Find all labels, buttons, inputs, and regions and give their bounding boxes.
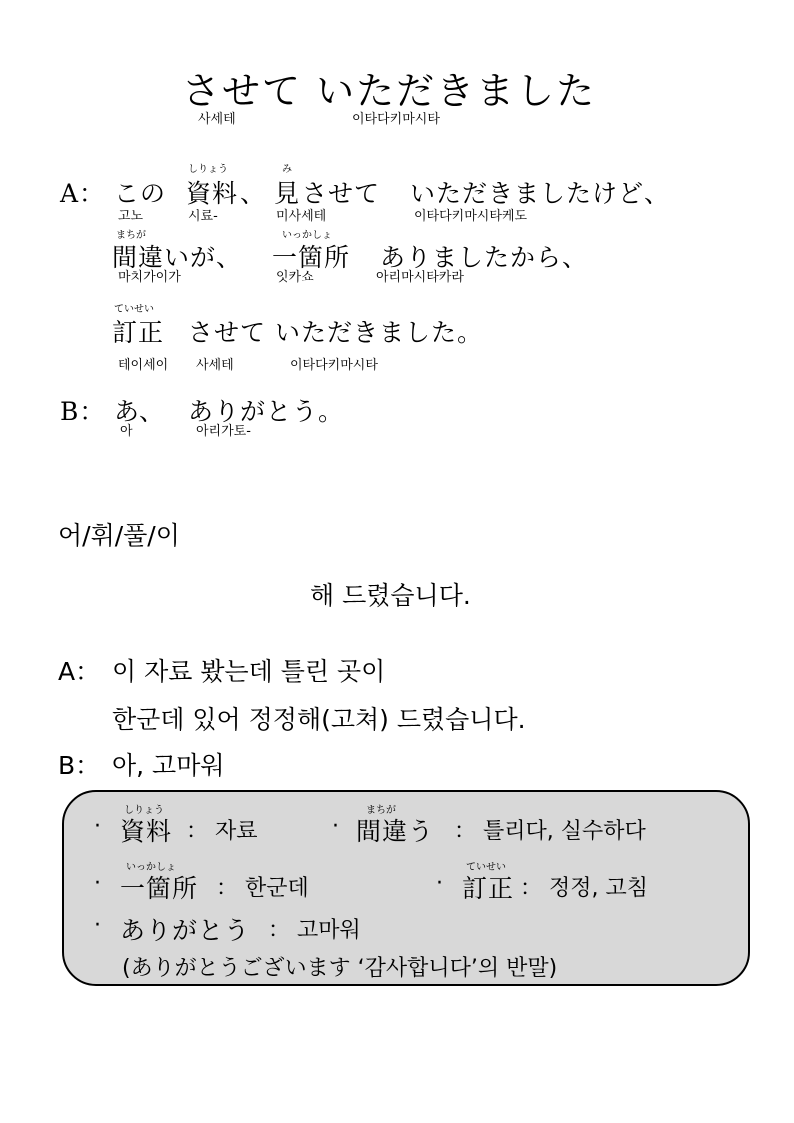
line1-rest: いただきましたけど、 (410, 179, 671, 208)
line2-reading-1: 마치가이가 (118, 270, 181, 285)
translation-a-line2: 한군데 있어 정정해(고쳐) 드렸습니다. (112, 705, 526, 734)
line4-text-1: あ、 (114, 397, 166, 426)
line3-reading-1: 테이세이 (118, 358, 169, 373)
line2-reading-2: 잇카쇼 (276, 270, 314, 285)
line1-word2-kanji: 見 (274, 179, 301, 208)
center-phrase: 해 드렸습니다. (310, 581, 471, 610)
vocab-1-furigana: しりょう (124, 805, 164, 816)
line1-reading-3: 미사세테 (276, 209, 327, 224)
line2-word1: 間違いが、 (112, 243, 243, 272)
vocab-5-word: ありがとう (120, 916, 251, 945)
vocab-1-meaning: ： 자료 (186, 819, 258, 844)
vocab-2-word: 間違う (356, 817, 435, 846)
vocab-4-word: 訂正 (462, 874, 515, 903)
vocab-3-meaning: ： 한군데 (216, 876, 309, 901)
translation-a-line1: 이 자료 봤는데 틀린 곳이 (112, 657, 386, 686)
line1-word2-rest: させて (302, 179, 381, 208)
vocab-3-word: 一箇所 (120, 874, 199, 903)
translation-a-label: A： (58, 657, 101, 686)
line2-reading-3: 아리마시타카라 (376, 270, 464, 285)
line2-word2-furigana: いっかしょ (282, 230, 332, 241)
line2-rest: ありましたから、 (380, 243, 589, 272)
vocab-bullet-2: · (332, 814, 339, 839)
line1-word2-furigana: み (282, 164, 292, 175)
line4-reading-1: 아 (120, 424, 133, 439)
line3-word1-furigana: ていせい (114, 304, 154, 315)
line4-text-2: ありがとう。 (188, 397, 345, 426)
line3-reading-2: 사세테 (196, 358, 234, 373)
line3-word1: 訂正 (112, 318, 165, 347)
vocab-3-furigana: いっかしょ (126, 862, 176, 873)
line1-word1-furigana: しりょう (188, 164, 228, 175)
vocab-heading: 어/휘/풀/이 (58, 521, 180, 550)
title-reading-2: 이타다키마시타 (352, 112, 440, 127)
speaker-a-label: A： (60, 179, 106, 208)
line1-reading-4: 이타다키마시타케도 (414, 209, 528, 224)
line1-reading-1: 고노 (118, 209, 144, 224)
vocab-bullet-3: · (94, 871, 101, 896)
vocab-bullet-1: · (94, 814, 101, 839)
line2-word2: 一箇所 (272, 243, 351, 272)
speaker-b-label: B： (60, 397, 106, 426)
line1-prefix: この (114, 179, 167, 208)
vocab-5-note: (ありがとうございます ‘감사합니다’의 반말) (122, 956, 558, 981)
translation-b-line1: 아, 고마워 (112, 751, 225, 780)
line2-word1-furigana: まちが (116, 230, 146, 241)
line3-reading-3: 이타다키마시타 (290, 358, 378, 373)
translation-b-label: B： (58, 751, 101, 780)
line3-rest: させて いただきました。 (188, 318, 483, 347)
line1-reading-2: 시료- (188, 209, 218, 224)
vocab-5-meaning: ： 고마워 (268, 918, 361, 943)
vocab-2-furigana: まちが (366, 805, 396, 816)
vocab-bullet-4: · (436, 871, 443, 896)
vocab-4-meaning: ： 정정, 고침 (520, 876, 648, 901)
line1-comma: 、 (240, 179, 267, 208)
page-title: させて いただきました (182, 69, 597, 113)
line4-reading-2: 아리가토- (196, 424, 251, 439)
vocab-2-meaning: ： 틀리다, 실수하다 (454, 819, 646, 844)
vocab-bullet-5: · (94, 913, 101, 938)
vocab-1-word: 資料 (120, 817, 173, 846)
vocab-4-furigana: ていせい (466, 862, 506, 873)
title-reading-1: 사세테 (198, 112, 236, 127)
line1-word1: 資料 (186, 179, 239, 208)
